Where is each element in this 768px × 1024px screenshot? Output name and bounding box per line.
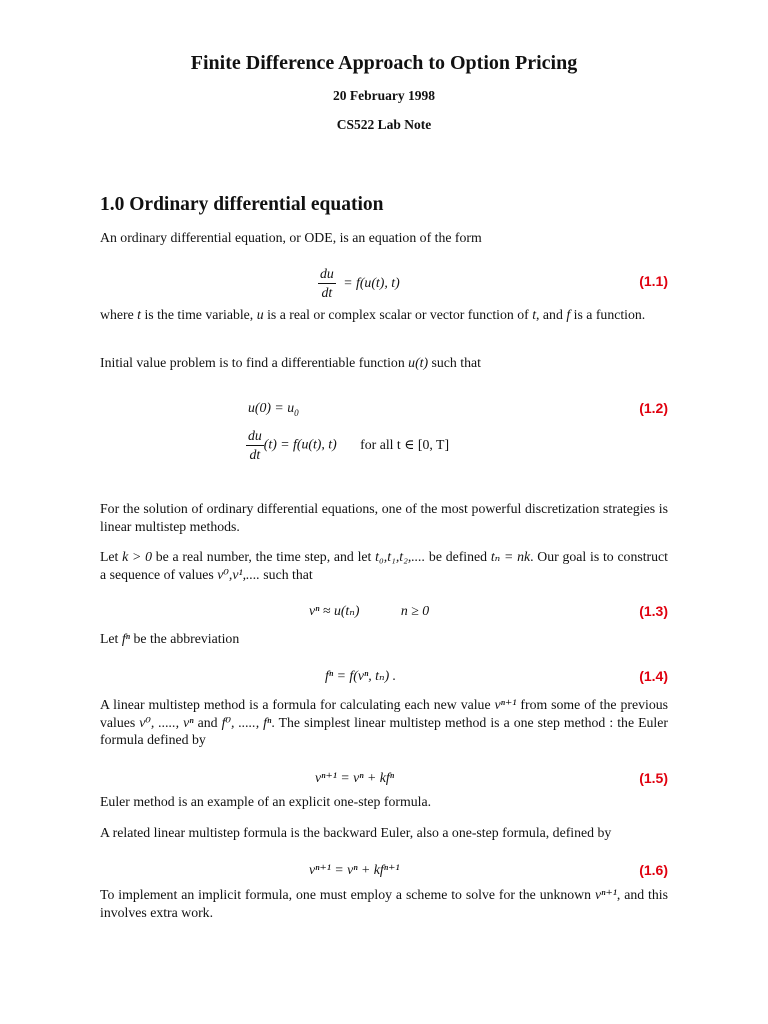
paragraph-implicit-formula: To implement an implicit formula, one must employ a scheme to solve for the unknown vⁿ⁺¹, and this involves extra work. [100, 887, 668, 920]
document-title: Finite Difference Approach to Option Pricing [190, 52, 578, 74]
equation-label-1-4: (1.4) [639, 668, 668, 684]
fraction-du-dt: $\frac{du}{dt}$ [320, 266, 334, 300]
document-date: 20 February 1998 [333, 88, 435, 103]
paragraph-multistep: For the solution of ordinary differential equations, one of the most powerful discretization strategies is linear multistep methods. [100, 501, 668, 534]
paragraph-euler-explicit: Euler method is an example of an explicit one-step formula. [100, 794, 432, 809]
document-note: CS522 Lab Note [336, 117, 432, 132]
paragraph-ode-intro: An ordinary differential equation, or ODE, is an equation of the form [100, 230, 482, 245]
paragraph-time-step: Let k > 0 be a real number, the time step, and let t₀,t₁,t₂,.... be defined tₙ = nk. Our goal is to construct a sequence of values v⁰,v¹,.... such that [100, 549, 669, 582]
equation-label-1-1: (1.1) [639, 273, 668, 289]
equation-label-1-3: (1.3) [639, 603, 668, 619]
equation-label-1-5: (1.5) [639, 770, 668, 786]
equation-1-2-derivative: $\frac{du}{dt}$ (t) = f(u(t), t) for all t ∈ [0, T] [248, 428, 450, 462]
equation-1-5: vⁿ⁺¹ = vⁿ + kfⁿ [315, 770, 395, 785]
equation-label-1-2: (1.2) [639, 400, 668, 416]
paragraph-initial-value: Initial value problem is to find a differentiable function u(t) such that [100, 355, 481, 370]
equation-1-6: vⁿ⁺¹ = vⁿ + kfⁿ⁺¹ [309, 862, 400, 877]
paragraph-backward-euler: A related linear multistep formula is the backward Euler, also a one-step formula, defined by [100, 825, 612, 840]
equation-1-3: vⁿ ≈ u(tₙ) n ≥ 0 [309, 603, 430, 618]
equation-1-1: $\frac{du}{dt}$ = f(u(t), t) [320, 266, 400, 300]
paragraph-linear-multistep: A linear multistep method is a formula for calculating each new value vⁿ⁺¹ from some of the previous values v⁰, ....., vⁿ and f⁰, ....., fⁿ. The simplest linear multistep method is a one step method : the Euler formula defined by [100, 697, 668, 747]
equation-label-1-6: (1.6) [639, 862, 668, 878]
paragraph-abbreviation: Let fⁿ be the abbreviation [100, 631, 240, 646]
equation-1-4: fⁿ = f(vⁿ, tₙ) . [325, 668, 397, 683]
section-heading: 1.0 Ordinary differential equation [100, 194, 384, 215]
paragraph-definitions: where t is the time variable, u is a real or complex scalar or vector function of t, and f is a function. [100, 307, 646, 322]
equation-1-2-initial: $u(0) = u_0$ [248, 400, 299, 418]
